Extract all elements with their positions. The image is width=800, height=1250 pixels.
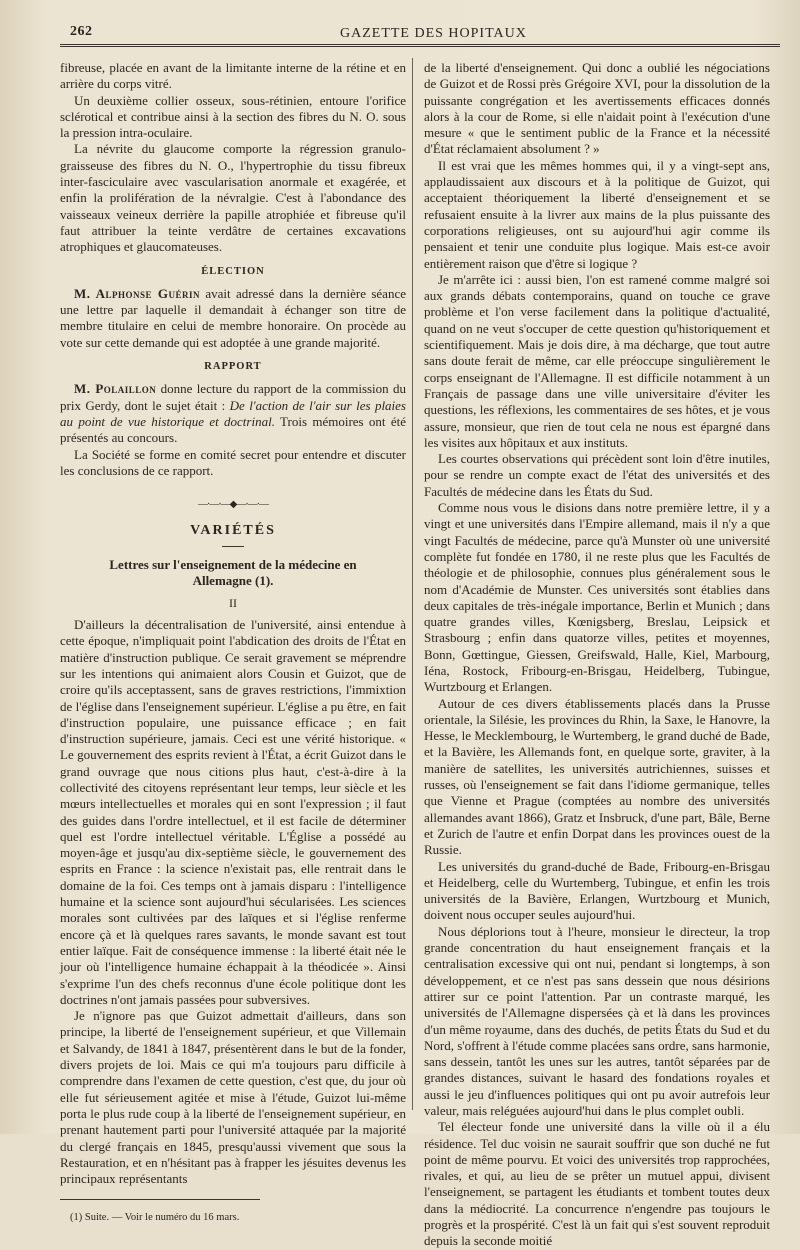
rapport-paragraph [60,381,406,446]
article-paragraph: D'ailleurs la décentralisation de l'université, ainsi entendue à cette époque, n'impliquait point l'abdication des droits de l'État en matière d'instruction publique. Ce serait gravement se méprendre sur les intentions qui animaient alors Cousin et Guizot, que de croire qu'ils acceptassent, sans de graves restrictions, l'immixtion de l'église dans l'enseignement supérieur. L'église a pu être, en fait d'instruction populaire, une puissance efficace ; en fait d'instruction supérieure, jamais. Ceci est une vérité historique. « Le gouvernement des esprits revient à l'État, a écrit Guizot dans le grand ouvrage que nous citions plus haut, c'est-à-dire à la collectivité des citoyens représentant leur temps, leur siècle et les mœurs intellectuelles et morales qui en sont l'expression ; il faut des guides dans l'ordre intellectuel, et il est facile de déterminer quel est l'ordre intellectuel véritable. L'Église a possédé au moyen-âge et jusqu'au dix-septième siècle, le gouvernement des esprits en France : la science n'existait pas, elle rentrait dans le domaine de la foi. Ces temps ont à jamais disparu : l'intelligence humaine et la science sont aujourd'hui sécularisées. Les sciences morales sont cultivées par des laïques et si l'église renferme encore çà et là quelques rares savants, le monde savant est tout entier laïque. Fait de conséquence immense : la liberté était née le jour où l'intelligence humaine échappait à la théodicée ». Ainsi s'exprime l'un des chefs reconnus d'une école politique dont les doctrines n'ont jamais passées pour subversives. [60,617,406,1007]
election-heading: ÉLECTION [201,265,265,277]
page-number: 262 [70,24,93,39]
varietes-heading: VARIÉTÉS [190,523,276,539]
paragraph: de la liberté d'enseignement. Qui donc a oublié les négociations de Guizot et de Rossi près Grégoire XVI, pour la dissolution de la puissante congrégation et les avertissements efficaces donnés alors à la cour de Rome, si elle n'aidait point à l'exécution d'une mesure « que le sentiment public de la France et la nécessité d'État réclamaient absolument ? » [424,60,770,157]
paragraph: Je m'arrête ici : aussi bien, l'on est ramené comme malgré soi aux grands débats contemporains, quand on touche ce grave problème et l'on verse facilement dans la politique d'actualité, quand on ne veut s'occuper de cette question qu'historiquement et scientifiquement. Mais je dois dire, à ma décharge, que tout autre sans doute ferait de même, car elle préoccupe singulièrement le corps enseignant de l'Allemagne. Il est difficile notamment à un Français de passage dans une ville universitaire d'éviter les questions, les réflexions, les commentaires de ses hôtes, et je vous assure, monsieur, que rien de tout cela ne nous est épargné dans les visites aux hôpitaux et aux instituts. [424,271,770,450]
column-divider [412,58,413,1110]
rapport-text-after: Trois mémoires ont été présentés au concours. [60,413,406,446]
running-title: GAZETTE DES HOPITAUX [340,26,527,41]
prize-subject: De l'action de l'air sur les plaies au point de vue historique et doctrinal. [60,397,406,429]
article-part-number: II [229,595,237,610]
paragraph: La névrite du glaucome comporte la régression granulo-graisseuse des fibres du N. O., l'hypertrophie du tissu fibreux inter-fasciculaire avec vascularisation anormale et exagérée, et enfin la prolifération de la névralgie. C'est à l'abondance des vaisseaux veineux derrière la papille atrophiée et fibreuse qu'il faut attribuer la teinte verdâtre de certaines excavations atrophiques et glaucomateuses. [60,141,406,255]
rapport-text: donne lecture du rapport de la commission du prix Gerdy, dont le sujet était : [60,381,406,413]
section-ornament: —·—·—◆—·—·— [197,499,268,511]
paragraph: Il est vrai que les mêmes hommes qui, il y a vingt-sept ans, applaudissaient aux discours et à la politique de Guizot, qui acceptaient théoriquement la liberté d'enseignement et se refusaient ensuite à la livrer aux mains de la plus puissante des corporations religieuses, ont su aujourd'hui agir comme ils pensaient et tenir une conduite plus logique. Mais est-ce avoir entièrement raison que d'être si logique ? [424,157,770,271]
speaker-name: M. Alphonse Guérin [74,285,200,301]
paragraph: Les universités du grand-duché de Bade, Fribourg-en-Brisgau et Heidelberg, celle du Wurtemberg, Tubingue, et enfin les trois universités de la Bavière, Erlangen, Wurtzbourg et Munich, doivent nous occuper seules aujourd'hui. [424,858,770,923]
footnote-rule [60,1199,260,1200]
paragraph: Un deuxième collier osseux, sous-rétinien, entoure l'orifice sclérotical et contribue ainsi à la section des fibres du N. O. sous la pression intra-oculaire. [60,92,406,141]
left-column [60,60,406,1227]
right-column [424,60,770,1250]
article-title: Lettres sur l'enseignement de la médecine en Allemagne (1). [109,556,357,588]
speaker-name: M. Polaillon [74,381,157,397]
paragraph: La Société se forme en comité secret pour entendre et discuter les conclusions de ce rapport. [60,446,406,478]
paragraph: Tel électeur fonde une université dans la ville où il a élu résidence. Tel duc voisin ne saurait souffrir que son duché ne fut point de même pourvu. Et voici des universités trop rapprochées, rivales, et qui, au lieu de se prêter un mutuel appui, divisent l'enseignement, se partagent les étudiants et tombent toutes deux dans la médiocrité. La concurrence n'engendre pas toujours le progrès et la prospérité. C'est là un fait qui s'est souvent reproduit depuis la seconde moitié [424,1119,770,1249]
header-rule [60,44,780,47]
paragraph: Comme nous vous le disions dans notre première lettre, il y a vingt et une universités dans l'Empire allemand, mais il n'y a que vingt Facultés de médecine, parce qu'à Munster où une université complète fut fondée en 1780, il ne reste plus que les Facultés de théologie et de philosophie, connues plus généralement sous le nom d'Académie de Munster. Ces universités sont établies dans deux capitales de très-inégale importance, Berlin et Munich ; dans quatre grandes villes, Kœnigsberg, Breslau, Leipsick et Strasbourg ; enfin dans quatorze villes, petites et moyennes, Bonn, Gœttingue, Giessen, Greifswald, Halle, Kiel, Marbourg, Iéna, Rostock, Fribourg-en-Brisgau, Heidelberg, Tubingue, Wurtzbourg et Erlangen. [424,500,770,695]
paragraph: Les courtes observations qui précèdent sont loin d'être inutiles, pour se rendre un compte exact de l'état des universités et des Facultés de médecine dans les États du Sud. [424,451,770,499]
paragraph: Autour de ces divers établissements placés dans la Prusse orientale, la Silésie, les provinces du Rhin, la Saxe, le Hanovre, la Hesse, le Mecklembourg, le Wurtemberg, le grand duché de Bade, et la Bavière, les Allemands font, en quelque sorte, graviter, à la manière de satellites, les universités autrichiennes, suisses et russes, où l'enseignement se fait dans l'idiome germanique, telles que Vienne et Prague (comptées au nombre des universités allemandes avant 1866), Gratz et Insbruck, d'une part, Bâle, Berne et Zurich de l'autre et enfin Dorpat dans les provinces ouest de la Russie. [424,695,770,858]
paragraph: Nous déplorions tout à l'heure, monsieur le directeur, la trop grande concentration du haut enseignement français et la centralisation excessive qui ont nui, pendant si longtemps, à son développement, et ce n'est pas sans dessein que nous désirions attirer sur ce point l'attention. Par un contraste marqué, les universités de l'Allemagne dispersées çà et là dans les provinces d'un même royaume, dans des duchés, de petits États du Sud et du Nord, s'offrent à l'étude comme placées sans ordre, sans harmonie, sans dessein, tantôt les unes sur les autres, tantôt séparées par de grandes distances, suivant le hasard des fondations royales et aussi le jeu d'influences politiques qui ont pu avoir autrefois leur valeur, mais reléguées aujourd'hui dans le plus complet oubli. [424,923,770,1118]
article-paragraph: Je n'ignore pas que Guizot admettait d'ailleurs, dans son principe, la liberté de l'enseignement supérieur, et que Villemain et Salvandy, de 1841 à 1847, présentèrent dans le but de la fonder, divers projets de loi. Mais ce qui m'a toujours paru difficile à comprendre dans l'examen de cette question, c'est que, du jour où elle fut sérieusement agitée et mise à l'étude, Guizot lui-même porta le plus rude coup à la liberté de l'enseignement supérieur, en prenant hautement parti pour l'université attaquée par la majorité du clergé français en 1845, presqu'aussi vivement que sous la Restauration, et en n'hésitant pas à frapper les jésuites devenus les principaux représentants [60,1008,406,1187]
paragraph: fibreuse, placée en avant de la limitante interne de la rétine et en arrière du corps vitré. [60,60,406,92]
page-header [60,22,780,42]
footnote: (1) Suite. — Voir le numéro du 16 mars. [70,1212,240,1224]
election-text: avait adressé dans la dernière séance une lettre par laquelle il demandait à échanger son titre de membre titulaire en celui de membre honoraire. On procède au vote sur cette demande qui est adoptée à une grande majorité. [60,285,406,350]
rapport-heading: RAPPORT [204,361,262,373]
election-paragraph [60,286,406,351]
short-rule [222,546,244,547]
